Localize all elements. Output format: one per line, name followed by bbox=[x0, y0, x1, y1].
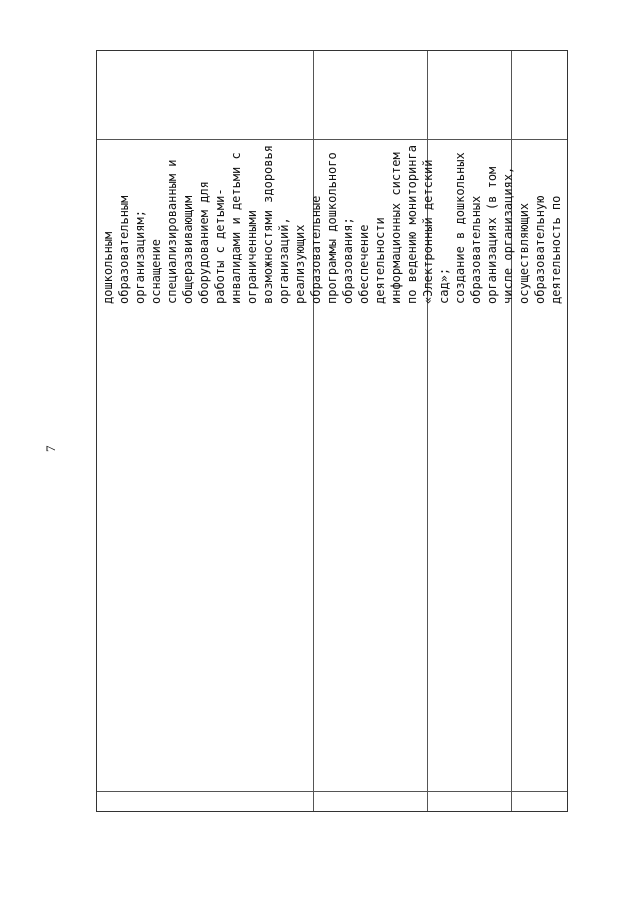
table-cell-text: дошкольным образовательным организациям; оснащение специализированным и общеразвивающим оборудованием для работы с детьми- инвалидами и детьми с ограниченными возможностями здоровья организаций, реализующих образовательные программы дошкольного образования; обеспечение деятельности информационных систем по ведению мониторинга «Электронный детский сад»; создание в дошкольных образовательных организациях (в том числе организациях, осуществляющих образовательную деятельность по bbox=[101, 145, 563, 304]
table-row-divider bbox=[97, 791, 567, 792]
page-number: 7 bbox=[43, 445, 58, 452]
